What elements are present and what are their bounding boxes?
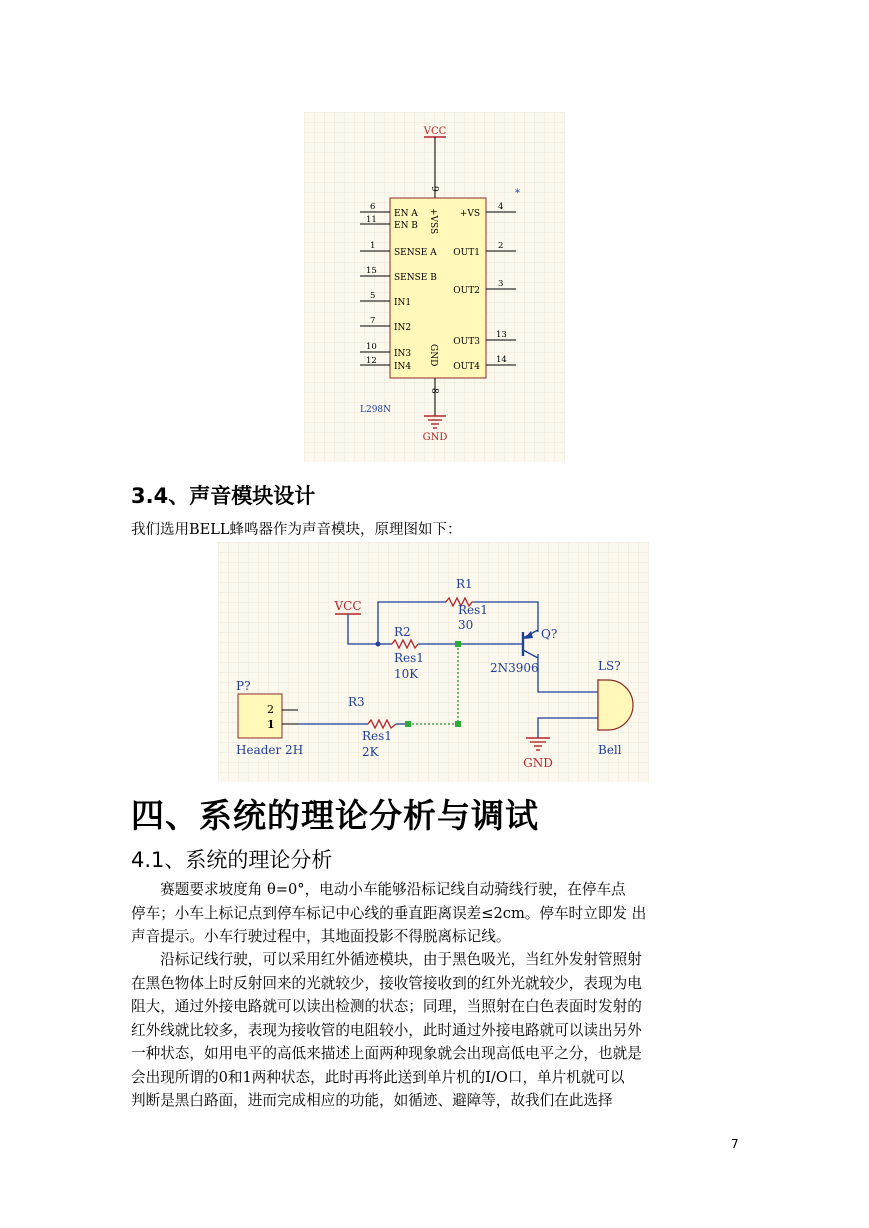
paragraph-2-line: 会出现所谓的0和1两种状态，此时再将此送到单片机的I/O口，单片机就可以 <box>131 1068 625 1086</box>
header-body <box>238 694 282 738</box>
r3-value: 2K <box>362 745 379 759</box>
paragraph-2-line: 阻大，通过外接电路就可以读出检测的状态；同理，当照射在白色表面时发射的 <box>131 998 642 1015</box>
section-3-4-heading: 3.4、声音模块设计 <box>131 484 316 508</box>
chapter-heading: 四、系统的理论分析与调试 <box>131 796 539 835</box>
junction-dot <box>376 642 381 647</box>
svg-text:2: 2 <box>498 241 504 251</box>
gnd-pin-label: GND <box>428 344 438 367</box>
paragraph-1-line: 停车；小车上标记点到停车标记中心线的垂直距离误差≤2cm。停车时立即发 出 <box>131 904 647 922</box>
header-pin2-label: 2 <box>267 703 274 716</box>
svg-text:15: 15 <box>366 266 377 276</box>
svg-text:EN A: EN A <box>394 209 418 219</box>
svg-text:1: 1 <box>370 241 376 251</box>
svg-text:3: 3 <box>498 279 504 289</box>
svg-text:+VS: +VS <box>459 209 480 219</box>
svg-text:5: 5 <box>370 291 376 301</box>
l298n-ref: L298N <box>360 405 392 415</box>
asterisk-mark: * <box>515 188 520 199</box>
svg-text:13: 13 <box>496 330 507 340</box>
gnd-label: GND <box>422 432 448 443</box>
r2-ref: R2 <box>394 625 411 639</box>
paragraph-2-line: 沿标记线行驶，可以采用红外循迹模块，由于黑色吸光，当红外发射管照射 <box>131 951 642 968</box>
l298n-schematic-figure <box>304 112 565 462</box>
header-ref: P? <box>236 679 251 693</box>
vs-pin-number: 9 <box>429 186 439 192</box>
svg-text:OUT3: OUT3 <box>453 337 480 347</box>
r1-value: 30 <box>458 618 474 632</box>
svg-text:6: 6 <box>370 202 376 212</box>
section-4-1-heading: 4.1、系统的理论分析 <box>131 848 333 872</box>
junction-node-1 <box>455 641 461 647</box>
speaker-ref: LS? <box>598 659 621 673</box>
buzzer-schematic <box>218 542 649 782</box>
transistor-ref: Q? <box>541 627 558 641</box>
vcc-label: VCC <box>423 126 447 137</box>
header-type: Header 2H <box>236 743 304 757</box>
svg-text:OUT2: OUT2 <box>453 286 480 296</box>
svg-text:SENSE A: SENSE A <box>394 248 437 258</box>
r1-type: Res1 <box>458 603 488 617</box>
paragraph-1-line: 赛题要求坡度角 θ=0°，电动小车能够沿标记线自动骑线行驶，在停车点 <box>131 881 626 898</box>
header-pin1-label: 1 <box>267 718 275 731</box>
section-3-4-intro: 我们选用BELL蜂鸣器作为声音模块，原理图如下： <box>131 522 462 538</box>
svg-text:14: 14 <box>496 355 507 365</box>
svg-text:IN4: IN4 <box>394 362 412 372</box>
svg-text:7: 7 <box>370 316 376 326</box>
junction-node-3 <box>455 721 461 727</box>
svg-text:10: 10 <box>366 342 377 352</box>
gnd-label-2: GND <box>523 756 553 770</box>
svg-text:OUT4: OUT4 <box>453 362 480 372</box>
svg-text:OUT1: OUT1 <box>453 248 480 258</box>
r3-type: Res1 <box>362 729 392 743</box>
vss-label: +VSS <box>428 208 438 235</box>
svg-text:SENSE B: SENSE B <box>394 273 437 283</box>
transistor-type: 2N3906 <box>490 661 539 675</box>
paragraph-2-line: 判断是黑白路面，进而完成相应的功能，如循迹、避障等，故我们在此选择 <box>131 1092 613 1109</box>
paragraph-2 <box>131 948 741 1113</box>
paragraph-2-line: 在黑色物体上时反射回来的光就较少，接收管接收到的红外光就较少，表现为电 <box>131 974 642 992</box>
svg-text:IN2: IN2 <box>394 323 412 333</box>
junction-node-2 <box>405 721 411 727</box>
speaker-type: Bell <box>598 743 622 757</box>
paragraph-2-line: 一种状态，如用电平的高低来描述上面两种现象就会出现高低电平之分，也就是 <box>131 1045 642 1062</box>
svg-text:4: 4 <box>498 202 504 212</box>
paragraph-1-line: 声音提示。小车行驶过程中，其地面投影不得脱离标记线。 <box>131 928 511 945</box>
page-number: 7 <box>731 1137 739 1151</box>
r2-value: 10K <box>394 667 419 681</box>
svg-text:EN B: EN B <box>394 221 418 231</box>
vcc-label-2: VCC <box>334 599 362 613</box>
r3-ref: R3 <box>348 695 365 709</box>
svg-text:11: 11 <box>366 215 377 225</box>
svg-text:12: 12 <box>366 356 377 366</box>
gnd-pin-number: 8 <box>429 388 439 394</box>
r2-type: Res1 <box>394 651 424 665</box>
r1-ref: R1 <box>456 577 473 591</box>
svg-text:IN3: IN3 <box>394 349 412 359</box>
l298n-schematic <box>304 112 565 462</box>
svg-text:IN1: IN1 <box>394 298 412 308</box>
paragraph-2-line: 红外线就比较多，表现为接收管的电阻较小，此时通过外接电路就可以读出另外 <box>131 1021 642 1039</box>
paragraph-1 <box>131 878 741 949</box>
buzzer-schematic-figure <box>218 542 649 782</box>
